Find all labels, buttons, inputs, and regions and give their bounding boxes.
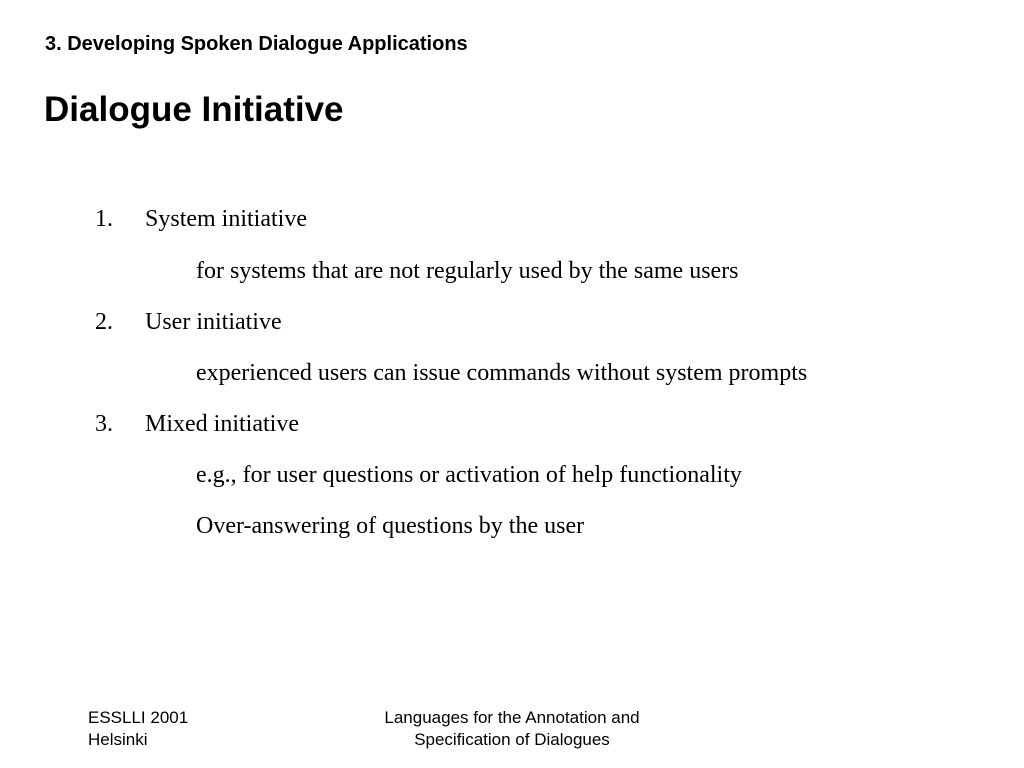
list-item-label: System initiative: [145, 206, 307, 232]
footer-conference-name: ESSLLI 2001: [88, 708, 189, 727]
footer-conference: [88, 707, 188, 751]
footer-course-title: [332, 707, 692, 751]
list-item-detail-text: Over-answering of questions by the user: [196, 513, 585, 539]
list-item-number: 2.: [95, 309, 113, 335]
list-item-detail-text: for systems that are not regularly used by the same users: [196, 258, 739, 284]
list-item-detail-text: e.g., for user questions or activation of help functionality: [196, 462, 742, 488]
list-item-number: 1.: [95, 206, 113, 232]
footer-conference-location: Helsinki: [88, 730, 148, 749]
list-item-label: Mixed initiative: [145, 411, 299, 437]
list-item-number: 3.: [95, 411, 113, 437]
list-item-detail-text: experienced users can issue commands without system prompts: [196, 360, 808, 386]
footer-course-title-line-2: Specification of Dialogues: [414, 730, 610, 749]
slide-title: Dialogue Initiative: [44, 90, 344, 129]
list-item-label: User initiative: [145, 309, 282, 335]
footer-course-title-line-1: Languages for the Annotation and: [384, 708, 640, 727]
section-title: 3. Developing Spoken Dialogue Applications: [45, 33, 468, 55]
